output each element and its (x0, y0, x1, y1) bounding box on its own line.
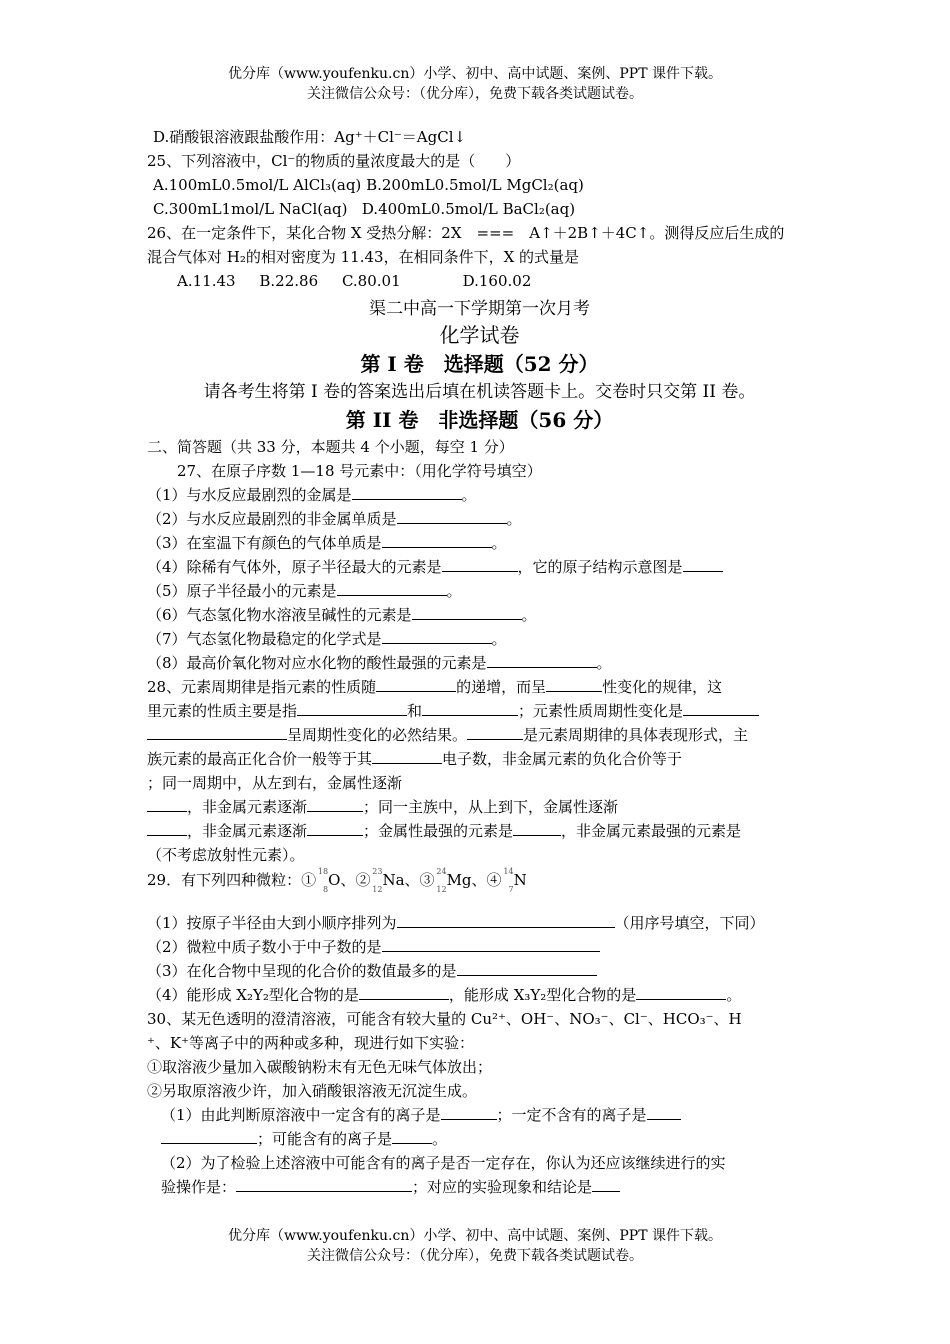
answer-blank[interactable] (397, 911, 615, 928)
q28-text: 里元素的性质主要是指 (147, 702, 298, 720)
q25-options-cd (147, 197, 812, 221)
q30-sub-2: （2）为了检验上述溶液中可能含有的离子是否一定存在，你认为还应该继续进行的实 (161, 1154, 726, 1172)
page-footer (0, 1226, 950, 1266)
answer-blank[interactable] (442, 555, 518, 572)
answer-blank[interactable] (647, 1103, 681, 1120)
particle-4-symbol: N (513, 871, 527, 889)
answer-blank[interactable] (337, 579, 447, 596)
q29-item-2-text: （2）微粒中质子数小于中子数的是 (147, 938, 382, 956)
q25-option-c: C.300mL1mol/L NaCl(aq) (153, 200, 348, 218)
q28-text: ；同一周期中，从左到右，金属性逐渐 (147, 774, 403, 792)
particle-1-num: ① (301, 871, 317, 889)
particle-3-iso (435, 867, 447, 895)
answer-blank[interactable] (546, 675, 602, 692)
q29-item-4-text: （4）能形成 X₂Y₂型化合物的是 (147, 986, 359, 1004)
footer-line-1: 优分库（www.youfenku.cn）小学、初中、高中试题、案例、PPT 课件下载。 (227, 1228, 722, 1244)
particle-3-symbol: Mg (446, 871, 472, 889)
q30-sub-1-text-b: ；一定不含有的离子是 (496, 1106, 647, 1124)
q29-item-1-text: （1）按原子半径由大到小顺序排列为 (147, 914, 397, 932)
answer-blank[interactable] (457, 959, 597, 976)
q26-stem-2: 混合气体对 H₂的相对密度为 11.43，在相同条件下，X 的式量是 (147, 248, 580, 266)
answer-blank[interactable] (147, 723, 287, 740)
answer-blank[interactable] (636, 983, 726, 1000)
answer-blank[interactable] (513, 819, 561, 836)
part1-title: 第 I 卷 选择题（52 分） (360, 352, 599, 376)
particle-3-mass: 24 (436, 867, 447, 876)
q30-sub-1 (147, 1103, 812, 1127)
q28-line-7 (147, 819, 812, 843)
particle-3-z: 12 (436, 885, 447, 894)
answer-blank[interactable] (392, 1127, 432, 1144)
q27-item-4-mid: ，它的原子结构示意图是 (517, 558, 683, 576)
answer-blank[interactable] (382, 627, 492, 644)
punct: 。 (506, 510, 522, 528)
particle-1-mass: 18 (317, 867, 329, 876)
q29-item-4-mid: ，能形成 X₃Y₂型化合物的是 (448, 986, 637, 1004)
part1-instruction: 请各考生将第 I 卷的答案选出后填在机读答题卡上。交卷时只交第 II 卷。 (203, 382, 756, 402)
answer-blank[interactable] (683, 699, 759, 716)
q30-sub-2-text: 验操作是： (161, 1178, 237, 1196)
subject-title: 化学试卷 (439, 323, 520, 347)
q27-item-4-text: （4）除稀有气体外，原子半径最大的元素是 (147, 558, 442, 576)
header-line-1: 优分库（www.youfenku.cn）小学、初中、高中试题、案例、PPT 课件下载。 (227, 66, 722, 82)
particle-2-num: ② (355, 871, 371, 889)
q29-item-3-text: （3）在化合物中呈现的化合价的数值最多的是 (147, 962, 457, 980)
q26-option-b: B.22.86 (259, 272, 319, 290)
q30-sub-1-text: （1）由此判断原溶液中一定含有的离子是 (161, 1106, 441, 1124)
answer-blank[interactable] (359, 983, 449, 1000)
answer-blank[interactable] (297, 699, 407, 716)
q27-item-3 (147, 531, 812, 555)
q24-option-d: D.硝酸银溶液跟盐酸作用：Ag⁺＋Cl⁻＝AgCl↓ (153, 128, 467, 146)
q27-item-6 (147, 603, 812, 627)
answer-blank[interactable] (376, 675, 456, 692)
q28-text: ；同一主族中，从上到下，金属性逐渐 (363, 798, 619, 816)
q27-item-1 (147, 483, 812, 507)
q28-text: ；元素性质周期性变化是 (518, 702, 684, 720)
q27-item-7 (147, 627, 812, 651)
answer-blank[interactable] (422, 699, 518, 716)
particle-4-mass: 14 (503, 867, 514, 876)
answer-blank[interactable] (683, 555, 723, 572)
particle-2-iso (370, 867, 382, 895)
q28-text: 性变化的规律，这 (602, 678, 723, 696)
q28-line-1 (147, 675, 812, 699)
q25-option-b: B.200mL0.5mol/L MgCl₂(aq) (366, 176, 584, 194)
particle-1-symbol: O (328, 871, 341, 889)
q27-stem: 27、在原子序数 1—18 号元素中：（用化学符号填空） (177, 462, 542, 480)
footer-line-2: 关注微信公众号：（优分库），免费下载各类试题试卷。 (307, 1248, 643, 1264)
q27-item-2-text: （2）与水反应最剧烈的非金属单质是 (147, 510, 397, 528)
q25-stem: 25、下列溶液中，Cl⁻的物质的量浓度最大的是（ ） (147, 152, 521, 170)
q28-line-6 (147, 795, 812, 819)
q26-stem-1: 26、在一定条件下，某化合物 X 受热分解：2X === A↑＋2B↑＋4C↑。测得反应后生成的 (147, 224, 785, 242)
answer-blank[interactable] (592, 1175, 620, 1192)
q28-line-3 (147, 723, 812, 747)
q28-line-2 (147, 699, 812, 723)
q28-text: 族元素的最高正化合价一般等于其 (147, 750, 373, 768)
q28-line-8: （不考虑放射性元素）。 (147, 846, 305, 864)
q26-option-d: D.160.02 (462, 272, 532, 290)
particle-2-symbol: Na (382, 871, 405, 889)
answer-blank[interactable] (372, 747, 442, 764)
q29-item-3 (147, 959, 812, 983)
q28-text: ，非金属元素最强的元素是 (561, 822, 742, 840)
q30-sub-1-cont: ；可能含有的离子是 。 (147, 1127, 812, 1151)
answer-blank[interactable] (147, 795, 187, 812)
q26-option-a: A.11.43 (177, 272, 236, 290)
school-title: 渠二中高一下学期第一次月考 (369, 299, 590, 319)
answer-blank[interactable] (412, 603, 522, 620)
q28-line-4 (147, 747, 812, 771)
q27-item-5-text: （5）原子半径最小的元素是 (147, 582, 337, 600)
q30-stem-1: 30、某无色透明的澄清溶液，可能含有较大量的 Cu²⁺、OH⁻、NO₃⁻、Cl⁻、HCO₃⁻、H (147, 1010, 742, 1028)
answer-blank[interactable] (397, 507, 507, 524)
answer-blank[interactable] (382, 935, 600, 952)
q30-exp-1: ①取溶液少量加入碳酸钠粉末有无色无味气体放出； (147, 1058, 493, 1076)
punct: 。 (446, 582, 462, 600)
punct: 。 (491, 630, 507, 648)
answer-blank[interactable] (487, 651, 597, 668)
q27-item-5 (147, 579, 812, 603)
q28-text: 呈周期性变化的必然结果。 (287, 726, 468, 744)
answer-blank[interactable] (236, 1175, 412, 1192)
q25-option-a: A.100mL0.5mol/L AlCl₃(aq) (153, 176, 362, 194)
q28-text: ，非金属元素逐渐 (187, 798, 308, 816)
particle-4-iso (502, 867, 514, 895)
answer-blank[interactable] (307, 795, 363, 812)
q28-text: 的递增，而呈 (456, 678, 547, 696)
q30-stem-2: ⁺、K⁺等离子中的两种或多种，现进行如下实验： (147, 1034, 475, 1052)
particle-4-num: ④ (486, 871, 502, 889)
particle-3-num: ③ (419, 871, 435, 889)
answer-blank[interactable] (441, 1103, 497, 1120)
answer-blank[interactable] (467, 723, 523, 740)
q30-exp-2: ②另取原溶液少许，加入硝酸银溶液无沉淀生成。 (147, 1082, 478, 1100)
q27-item-7-text: （7）气态氢化物最稳定的化学式是 (147, 630, 382, 648)
q27-item-3-text: （3）在室温下有颜色的气体单质是 (147, 534, 382, 552)
q27-item-1-text: （1）与水反应最剧烈的金属是 (147, 486, 352, 504)
q29-item-2 (147, 935, 812, 959)
q27-item-8-text: （8）最高价氧化物对应水化物的酸性最强的元素是 (147, 654, 487, 672)
q28-text: ，非金属元素逐渐 (187, 822, 308, 840)
header-line-2: 关注微信公众号：（优分库），免费下载各类试题试卷。 (307, 86, 643, 102)
q28-text: 电子数，非金属元素的负化合价等于 (442, 750, 683, 768)
q29-item-4: （4）能形成 X₂Y₂型化合物的是 ，能形成 X₃Y₂型化合物的是 。 (147, 983, 812, 1007)
q27-item-2 (147, 507, 812, 531)
q29-item-1 (147, 911, 812, 935)
section2-heading: 二、简答题（共 33 分，本题共 4 个小题，每空 1 分） (147, 438, 514, 456)
answer-blank[interactable] (352, 483, 462, 500)
punct: 。 (461, 486, 477, 504)
part2-title: 第 II 卷 非选择题（56 分） (345, 408, 614, 432)
q29-stem: 29．有下列四种微粒：① 18 8 O、② 23 12 Na、③ 24 12 Mg、④ 14 7 N (147, 867, 527, 894)
q28-text: 28、元素周期律是指元素的性质随 (147, 678, 377, 696)
q29-item-1-note: （用序号填空，下同） (614, 914, 765, 932)
answer-blank[interactable] (147, 819, 187, 836)
exam-content (147, 125, 812, 1199)
q25-option-d: D.400mL0.5mol/L BaCl₂(aq) (361, 200, 576, 218)
q30-sub-2-cont (147, 1175, 812, 1199)
q26-options (147, 269, 812, 293)
punct: 。 (491, 534, 507, 552)
q28-text: ；金属性最强的元素是 (363, 822, 514, 840)
particle-1-z: 8 (323, 885, 329, 894)
q27-item-8 (147, 651, 812, 675)
q28-text: 是元素周期律的具体表现形式，主 (523, 726, 749, 744)
answer-blank[interactable] (382, 531, 492, 548)
q30-sub-1-text-c: ；可能含有的离子是 (257, 1130, 393, 1148)
answer-blank[interactable] (307, 819, 363, 836)
particle-2-mass: 23 (372, 867, 383, 876)
q25-options-ab (147, 173, 812, 197)
q26-option-c: C.80.01 (341, 272, 401, 290)
q28-text: 和 (407, 702, 423, 720)
q30-sub-2-text-c: ；对应的实验现象和结论是 (412, 1178, 593, 1196)
q27-item-4 (147, 555, 812, 579)
q27-item-6-text: （6）气态氢化物水溶液呈碱性的元素是 (147, 606, 412, 624)
answer-blank[interactable] (161, 1127, 257, 1144)
particle-4-z: 7 (508, 885, 514, 894)
q29-stem-text: 29．有下列四种微粒： (147, 871, 302, 889)
particle-1-iso (316, 867, 328, 895)
punct: 。 (596, 654, 612, 672)
punct: 。 (521, 606, 537, 624)
page-header (0, 64, 950, 104)
particle-2-z: 12 (372, 885, 383, 894)
q28-line-5 (147, 771, 812, 795)
